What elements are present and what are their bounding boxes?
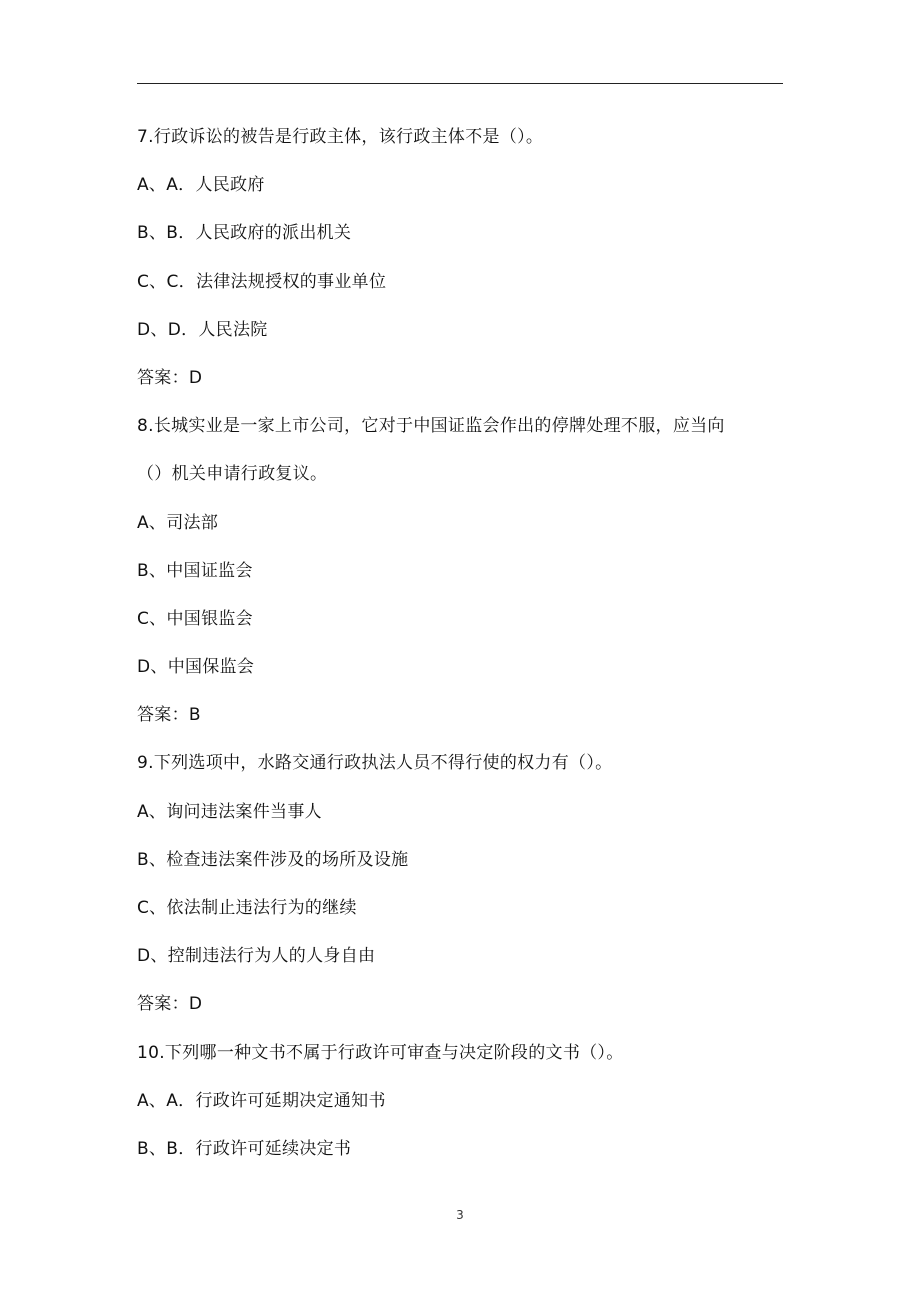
option-c: C、依法制止违法行为的继续 [137,898,357,918]
option-b: B、中国证监会 [137,560,253,581]
question-stem-continued: （）机关申请行政复议。 [137,464,328,485]
option-b: B、B．人民政府的派出机关 [137,223,352,244]
question-stem: 7.行政诉讼的被告是行政主体，该行政主体不是（）。 [137,127,544,147]
question-stem: 9.下列选项中，水路交通行政执法人员不得行使的权力有（）。 [137,753,613,774]
question-9 [137,739,787,1028]
question-8 [137,402,787,739]
answer: 答案：B [137,705,201,726]
option-a: A、询问违法案件当事人 [137,801,322,822]
question-stem: 8.长城实业是一家上市公司，它对于中国证监会作出的停牌处理不服，应当向 [137,416,725,437]
page-content [137,113,787,1173]
option-c: C、C．法律法规授权的事业单位 [137,271,387,292]
option-c: C、中国银监会 [137,608,253,629]
option-d: D、控制违法行为人的人身自由 [137,946,376,967]
option-a: A、A．人民政府 [137,175,265,196]
page-number: 3 [456,1208,464,1222]
question-10 [137,1029,787,1174]
question-stem: 10.下列哪一种文书不属于行政许可审查与决定阶段的文书（）。 [137,1042,624,1063]
option-a: A、司法部 [137,512,219,533]
answer: 答案：D [137,994,203,1015]
option-a: A、A．行政许可延期决定通知书 [137,1090,386,1111]
header-rule [137,83,783,84]
answer: 答案：D [137,367,203,388]
option-b: B、检查违法案件涉及的场所及设施 [137,849,409,870]
option-d: D、D．人民法院 [137,319,268,340]
option-b: B、B．行政许可延续决定书 [137,1138,352,1159]
option-d: D、中国保监会 [137,657,255,678]
question-7 [137,113,787,402]
